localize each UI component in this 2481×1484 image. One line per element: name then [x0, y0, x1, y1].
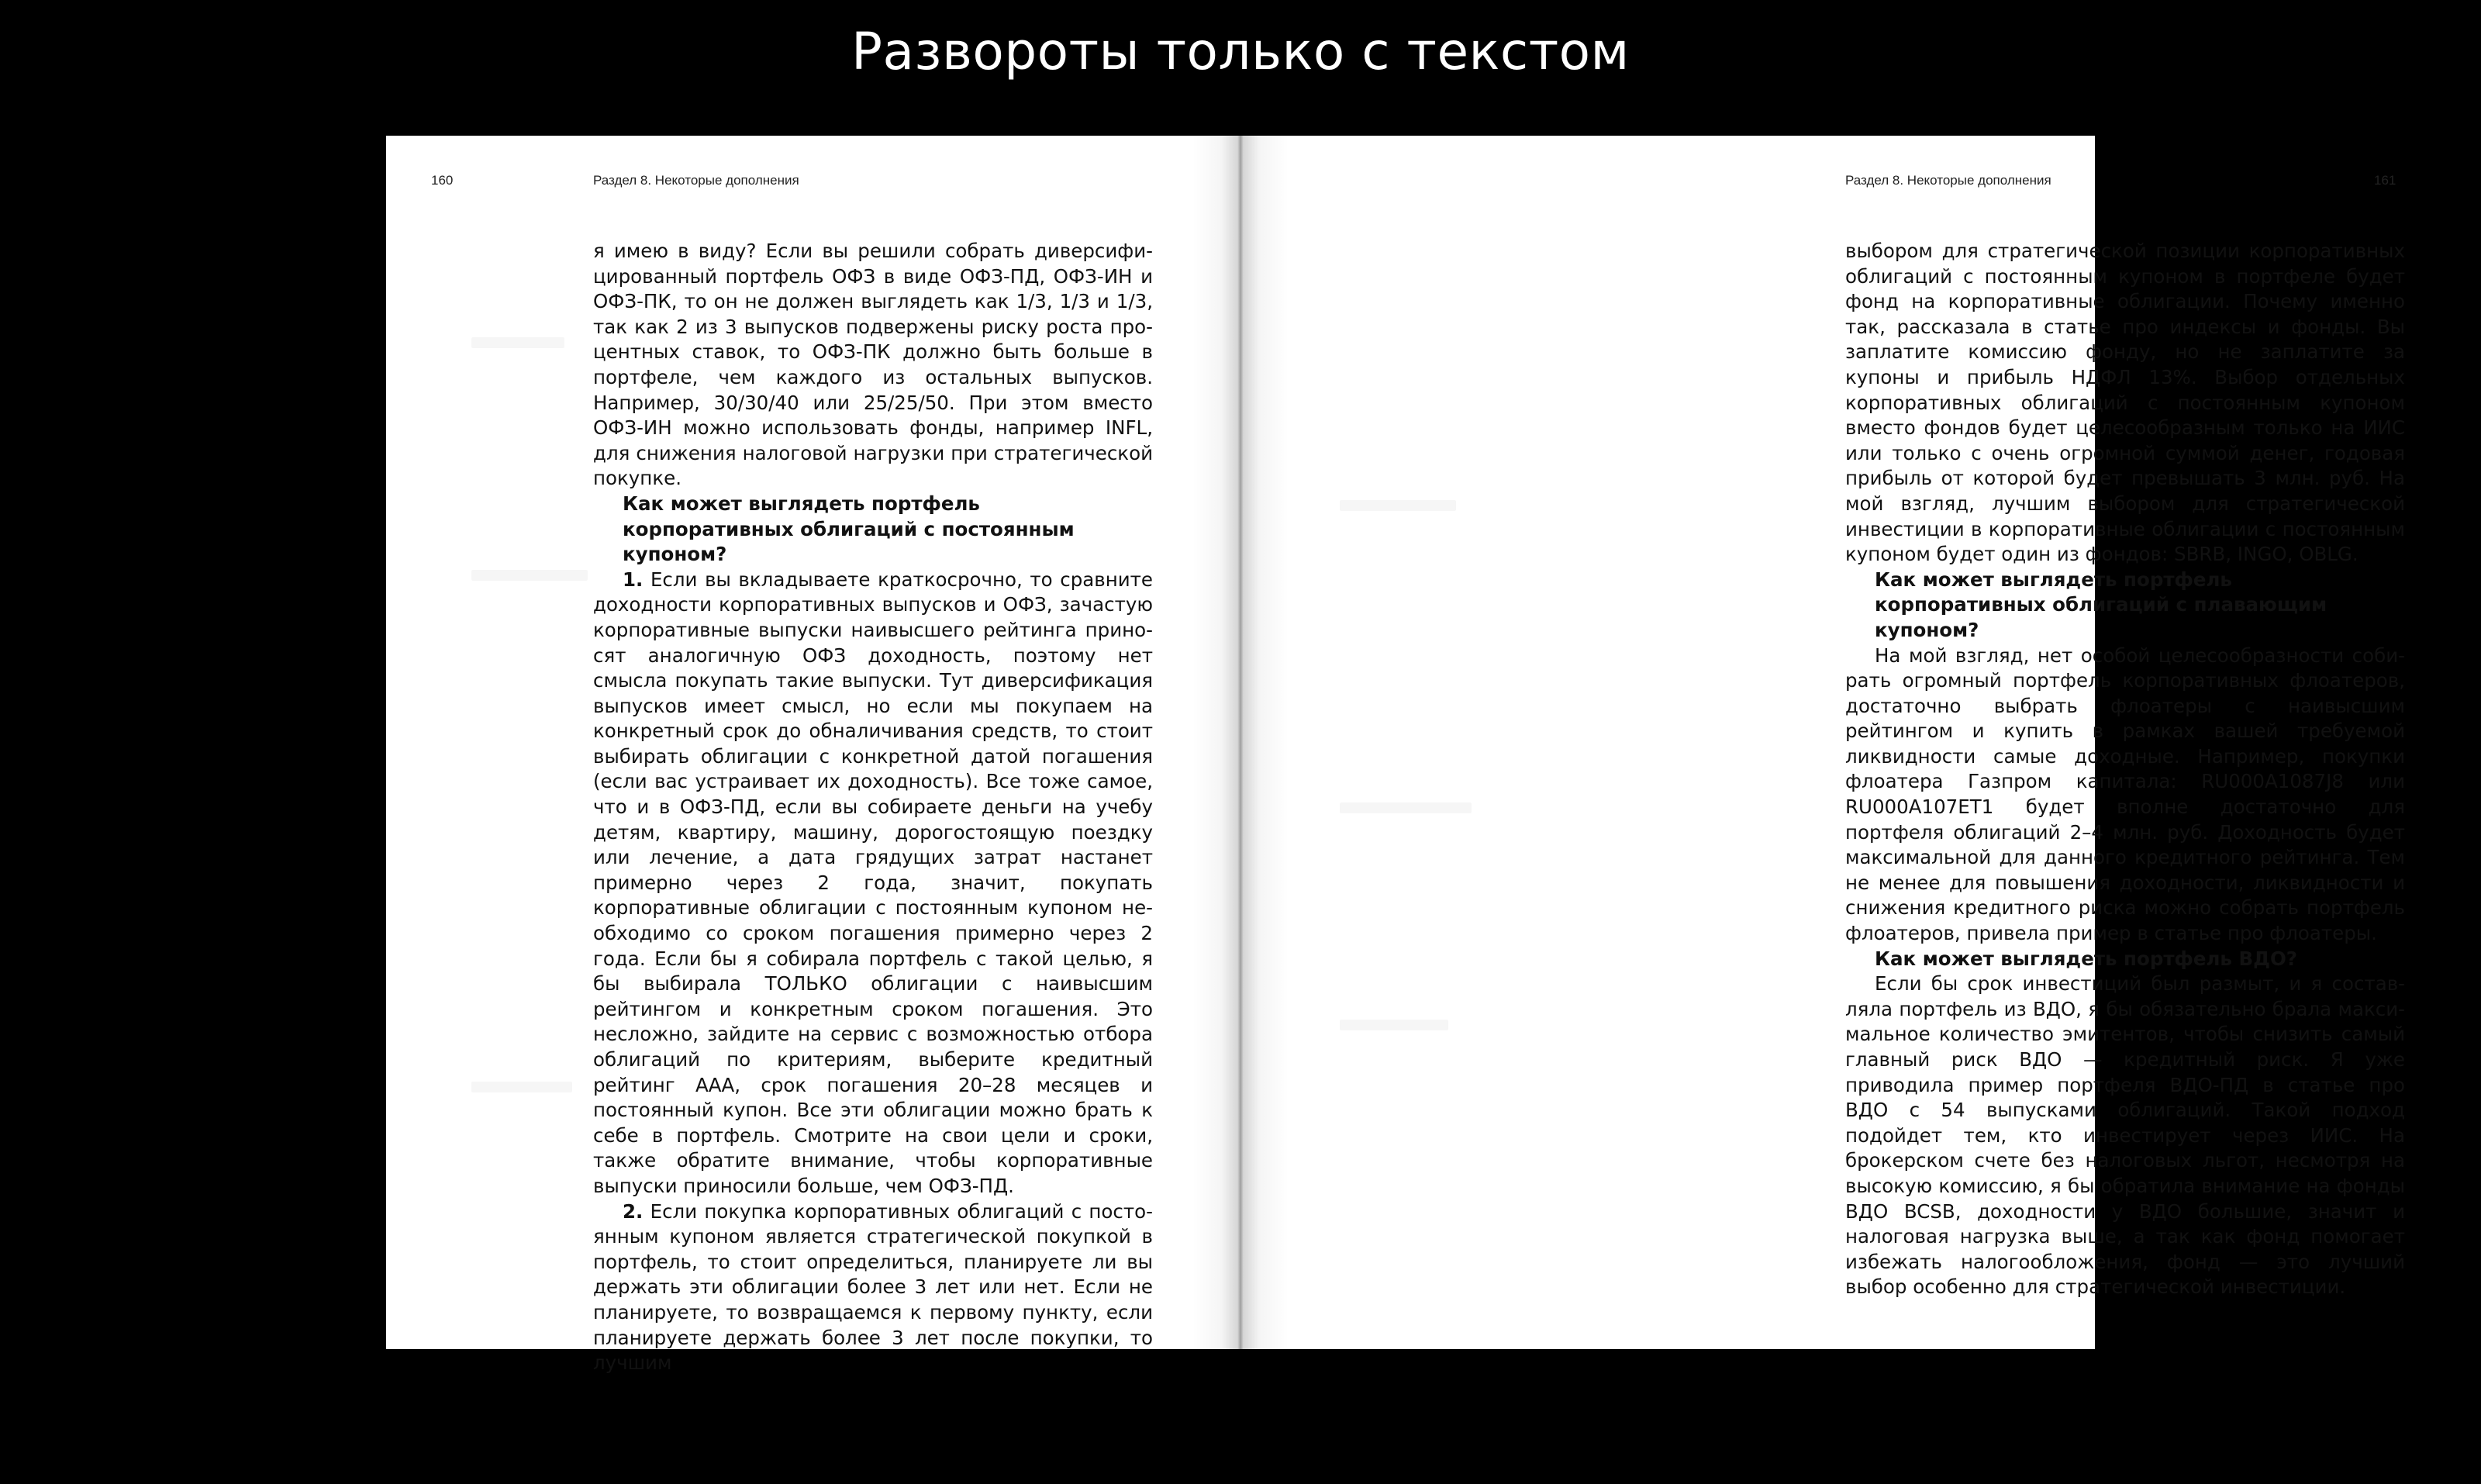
- left-page: [386, 136, 1239, 1375]
- paragraph: я имею в виду? Если вы решили собрать диверсифицированный портфель ОФЗ в виде ОФЗ-ПД, ОФЗ-ИН и ОФЗ-ПК, то он не должен выглядеть как 1/3, 1/3 и 1/3, так как 2 из 3 выпусков подвержены риску роста процентных ставок, то ОФЗ-ПК должно быть больше в портфеле, чем каждого из остальных выпусков. Например, 30/30/40 или 25/25/50. При этом вместо ОФЗ-ИН можно использовать фонды, например INFL, для снижения налоговой нагрузки при стратегической покупке.: [593, 240, 1153, 490]
- paragraph: выбором для стратегической позиции корпоративных облигаций с постоянным купоном в портфеле будет фонд на корпоративные облигации. Почему именно так, рассказала в статье про индексы и фонды. Вы заплатите комиссию фонду, но не заплатите за купоны и прибыль НДФЛ 13%. Выбор отдельных корпоративных облигаций с постоянным купоном вместо фондов будет целесообразным только на ИИС или только с очень огромной суммой денег, годовая прибыль от которой будет превышать 3 млн. руб. На мой взгляд, лучшим выбором для стратегической инвестиции в корпоративные облигации с постоянным купоном будет один из фондов: SBRB, INGO, OBLG.: [1845, 240, 2405, 566]
- slide-headline: Развороты только с текстом: [851, 22, 1630, 81]
- section-heading: Как может выглядеть портфель ВДО?: [1875, 947, 2297, 970]
- running-head: Раздел 8. Некоторые дополнения: [1845, 173, 2051, 188]
- running-head: Раздел 8. Некоторые дополнения: [593, 173, 799, 188]
- list-item-text: Если покупка корпоративных облигаций с постоянным купоном является стратегической покупкой в портфель, то стоит определиться, планируете ли вы держать эти облигации более 3 лет или нет. Если не планируете, то возвращаемся к первому пункту, если планируете держать более 3 лет после покупки, то лучшим: [593, 1199, 1153, 1375]
- paragraph: Если бы срок инвестиций был размыт, и я составляла портфель из ВДО, я бы обязательно брала максимальное количество эмитентов, чтобы снизить самый главный риск ВДО — кредитный риск. Я уже приводила пример портфеля ВДО-ПД в статье про ВДО с 54 выпусками облигаций. Такой подход подойдет тем, кто инвестирует через ИИС. На брокерском счете без налоговых льгот, несмотря на высокую комиссию, я бы обратила внимание на фонды ВДО BCSB, доходности у ВДО большие, значит и налоговая нагрузка выше, а так как фонд помогает избежать налогообложения, фонд — это лучший выбор особенно для стратегической инвестиции.: [1845, 972, 2405, 1299]
- list-item-text: Если вы вкладываете краткосрочно, то сравните доходности корпоративных выпусков и ОФЗ, зачастую корпоративные выпуски наивысшего рейтинга приносят аналогичную ОФЗ доходность, поэтому нет смысла покупать такие выпуски. Тут диверсификация выпусков имеет смысл, но если мы покупаем на конкретный срок до обналичивания средств, то стоит выбирать облигации с конкретной датой погашения (если вас устраивает их доходность). Все тоже самое, что и в ОФЗ-ПД, если вы собираете деньги на учебу детям, квартиру, машину, дорогостоящую поездку или лечение, а дата грядущих затрат настанет примерно через 2 года, значит, покупать корпоративные облигации с постоянным купоном необходимо со сроком погашения примерно через 2 года. Если бы я собирала портфель с такой целью, я бы выбирала ТОЛЬКО облигации с наивысшим рейтингом и конкретным сроком погашения. Это несложно, зайдите на сервис с возможностью отбора облигаций по критериям, выберите кредитный рейтинг ААА, срок погашения 20–28 месяцев и постоянный купон. Все эти облигации можно брать к себе в портфель. Смотрите на свои цели и сроки, также обратите внимание, чтобы корпоративные выпуски приносили больше, чем ОФЗ-ПД.: [593, 568, 1153, 1197]
- body-text: [593, 239, 1153, 1376]
- list-number: 1.: [623, 568, 644, 591]
- right-page: [1242, 136, 2405, 1349]
- section-heading: Как может выглядеть портфель корпоративных облигаций с плавающим купоном?: [1875, 568, 2327, 641]
- page-number: 160: [431, 173, 454, 188]
- list-item: [593, 568, 1153, 1199]
- book-spread: [386, 136, 2405, 1375]
- list-number: 2.: [623, 1199, 644, 1223]
- paragraph: На мой взгляд, нет особой целесообразности собирать огромный портфель корпоративных флоатеров, достаточно выбрать флоатеры с наивысшим рейтингом и купить в рамках вашей требуемой ликвидности самые доходные. Например, покупки флоатера Газпром капитала: RU000A1087J8 или RU000A107ET1 будет вполне достаточно для портфеля облигаций 2–4 млн. руб. Доходность будет максимальной для данного кредитного рейтинга. Тем не менее для повышения доходности, ликвидности и снижения кредитного риска можно собрать портфель флоатеров, привела пример в статье про флоатеры.: [1845, 644, 2405, 945]
- section-heading: Как может выглядеть портфель корпоративных облигаций с постоянным купоном?: [623, 492, 1075, 566]
- list-item: [593, 1199, 1153, 1376]
- body-text: [1845, 239, 2405, 1300]
- page-number: 161: [2374, 173, 2396, 188]
